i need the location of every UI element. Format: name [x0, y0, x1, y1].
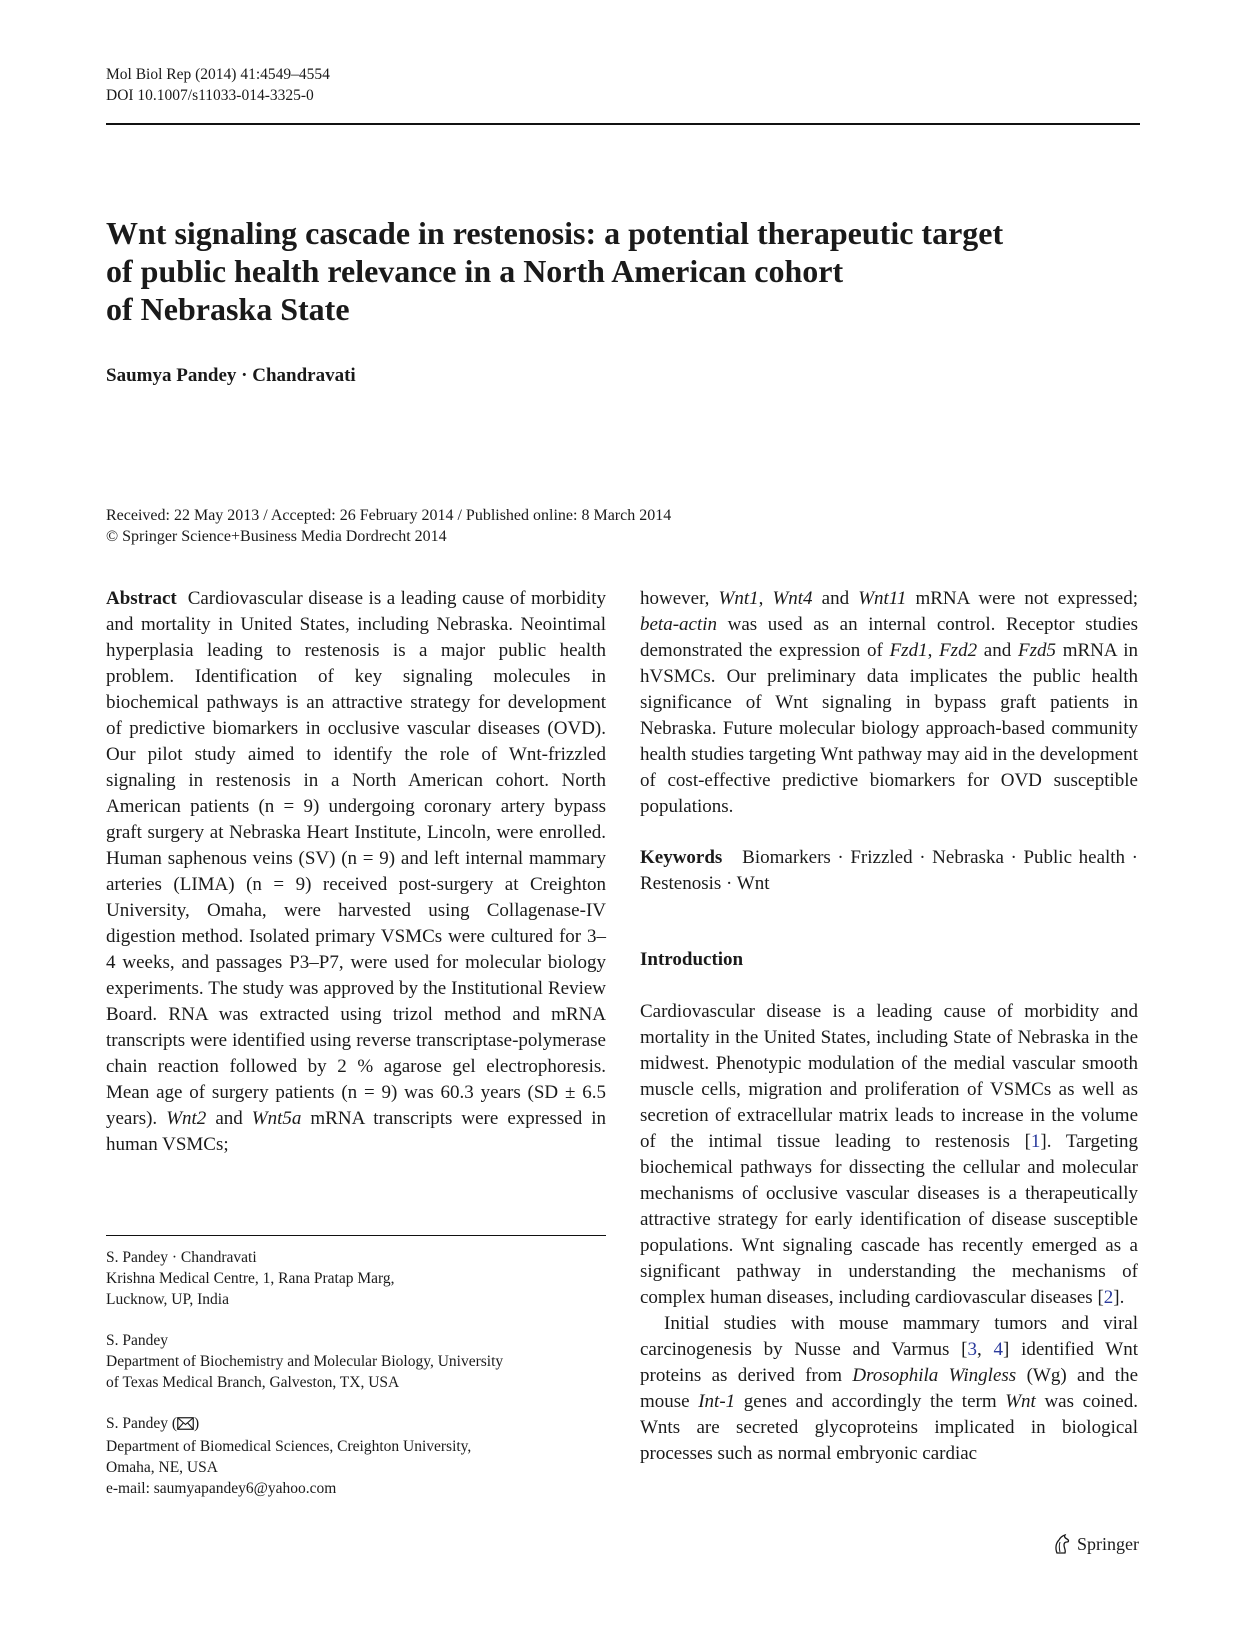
- intro-text: ,: [977, 1339, 994, 1360]
- affiliation-line: Omaha, NE, USA: [106, 1459, 218, 1476]
- abstract-text-2a: mRNA transcripts were expressed in human VSMCs;: [106, 1108, 607, 1155]
- affiliations: [106, 1247, 606, 1519]
- abstract-label: Abstract: [106, 588, 177, 609]
- article-history: [106, 505, 671, 547]
- corresponding-author: [106, 1413, 606, 1436]
- journal-line: Mol Biol Rep (2014) 41:4549–4554: [106, 66, 330, 83]
- gene-wnt5a: Wnt5a: [251, 1108, 302, 1129]
- intro-paragraph-2: [640, 1311, 1138, 1467]
- gene-wnt1: Wnt1: [718, 588, 759, 609]
- envelope-icon: [177, 1415, 194, 1436]
- author-name: S. Pandey (: [106, 1415, 178, 1432]
- gene-wnt2: Wnt2: [166, 1108, 207, 1129]
- abstract-part-1: [106, 586, 606, 1158]
- title-line-3: of Nebraska State: [106, 291, 350, 327]
- affiliation-1: [106, 1247, 606, 1310]
- citation-link-1[interactable]: 1: [1030, 1131, 1041, 1152]
- abstract-text-1: Cardiovascular disease is a leading cause of morbidity and mortality in United States, including Nebraska. Neointimal hyperplasia leading to restenosis is a major public health problem. Identification of key signaling molecules in biochemical pathways is an attractive strategy for development of predictive biomarkers in occlusive vascular diseases (OVD). Our pilot study aimed to identify the role of Wnt-frizzled signaling in restenosis in a North American cohort. North American patients (n = 9) undergoing coronary artery bypass graft surgery at Nebraska Heart Institute, Lincoln, were enrolled. Human saphenous veins (SV) (n = 9) and left internal mammary arteries (LIMA) (n = 9) received post-surgery at Creighton University, Omaha, were harvested using Collagenase-IV digestion method. Isolated primary VSMCs were cultured for 3–4 weeks, and passages P3–P7, were used for molecular biology experiments. The study was approved by the Institutional Review Board. RNA was extracted using trizol method and mRNA transcripts were identified using reverse transcriptase-polymerase chain reaction followed by 2 % agarose gel electrophoresis. Mean age of surgery patients (n = 9) was 60.3 years (SD ± 6.5 years).: [106, 588, 606, 1129]
- history-dates: Received: 22 May 2013 / Accepted: 26 February 2014 / Published online: 8 March 2014: [106, 507, 672, 524]
- citation-link-2[interactable]: 2: [1103, 1287, 1114, 1308]
- abstract-and: and: [821, 588, 850, 609]
- gene-fzd5: Fzd5: [1017, 640, 1056, 661]
- intro-text: ]. Targeting biochemical pathways for dissecting the cellular and molecular mechanisms of occlusive vascular diseases is a therapeutically attractive strategy for early identification of disease susceptible populations. Wnt signaling cascade has recently emerged as a significant pathway in understanding the mechanisms of complex human diseases, including cardiovascular diseases [: [640, 1131, 1139, 1308]
- introduction-heading: Introduction: [640, 949, 744, 970]
- affiliation-line: of Texas Medical Branch, Galveston, TX, USA: [106, 1374, 400, 1391]
- copyright-line: © Springer Science+Business Media Dordrecht 2014: [106, 528, 447, 545]
- intro-text: (Wg) and the mouse: [640, 1365, 1139, 1412]
- intro-text: Cardiovascular disease is a leading cause of morbidity and mortality in the United States, including State of Nebraska in the midwest. Phenotypic modulation of the medial vascular smooth muscle cells, migration and proliferation of VSMCs as well as secretion of extracellular matrix leads to increase in the volume of the intimal tissue leading to restenosis [: [640, 1001, 1138, 1152]
- affiliation-2: [106, 1330, 606, 1393]
- author-list: Saumya Pandey · Chandravati: [106, 365, 356, 386]
- abstract-and: and: [215, 1108, 243, 1129]
- gene-fzd2: Fzd2: [939, 640, 978, 661]
- species-name: Drosophila Wingless: [852, 1365, 1017, 1386]
- affiliation-line: Department of Biochemistry and Molecular Biology, University: [106, 1353, 504, 1370]
- affiliation-line: Lucknow, UP, India: [106, 1291, 229, 1308]
- intro-paragraph-1: [640, 999, 1138, 1311]
- gene-beta-actin: beta-actin: [640, 614, 718, 635]
- email-line[interactable]: e-mail: saumyapandey6@yahoo.com: [106, 1480, 337, 1497]
- doi-line: DOI 10.1007/s11033-014-3325-0: [106, 87, 314, 104]
- right-column: [640, 586, 1138, 1467]
- left-column: [106, 586, 606, 1158]
- citation-link-4[interactable]: 4: [993, 1339, 1003, 1360]
- gene-wnt11: Wnt11: [858, 588, 907, 609]
- gene-int1: Int-1: [698, 1391, 736, 1412]
- abstract-and: and: [983, 640, 1012, 661]
- abstract-text-4: was used as an internal control. Receptor studies demonstrated the expression of: [640, 614, 1138, 661]
- gene-wnt4: Wnt4: [772, 588, 813, 609]
- intro-text: genes and accordingly the term: [743, 1391, 997, 1412]
- affiliation-3: [106, 1413, 606, 1499]
- affiliation-line: S. Pandey · Chandravati: [106, 1249, 257, 1266]
- gene-fzd1: Fzd1: [889, 640, 928, 661]
- keywords: [640, 845, 1138, 897]
- title-line-1: Wnt signaling cascade in restenosis: a potential therapeutic target: [106, 215, 1004, 251]
- footnote-rule: [106, 1235, 606, 1236]
- publisher-logo: [1053, 1533, 1139, 1555]
- affiliation-line: Krishna Medical Centre, 1, Rana Pratap Marg,: [106, 1270, 395, 1287]
- keywords-label: Keywords: [640, 847, 723, 868]
- affiliation-line: Department of Biomedical Sciences, Creighton University,: [106, 1438, 472, 1455]
- intro-text: ].: [1113, 1287, 1125, 1308]
- author-name-close: ): [194, 1415, 200, 1432]
- intro-text: was coined. Wnts are secreted glycoproteins implicated in biological processes such as normal embryonic cardiac: [640, 1391, 1138, 1464]
- header-rule: [106, 123, 1140, 125]
- keywords-text: Biomarkers · Frizzled · Nebraska · Public health · Restenosis · Wnt: [640, 847, 1138, 894]
- springer-horse-icon: [1053, 1533, 1071, 1555]
- intro-text: Initial studies with mouse mammary tumors and viral carcinogenesis by Nusse and Varmus [: [640, 1313, 1138, 1360]
- title-line-2: of public health relevance in a North American cohort: [106, 253, 844, 289]
- abstract-text-3: mRNA were not expressed;: [915, 588, 1138, 609]
- publisher-name: Springer: [1077, 1533, 1139, 1554]
- abstract-text-5: mRNA in hVSMCs. Our preliminary data implicates the public health significance of Wnt signaling in bypass graft patients in Nebraska. Future molecular biology approach-based community health studies targeting Wnt pathway may aid in the development of cost-effective predictive biomarkers for OVD susceptible populations.: [640, 640, 1139, 817]
- intro-text: ] identified Wnt proteins as derived from: [640, 1339, 1139, 1386]
- term-wnt: Wnt: [1005, 1391, 1036, 1412]
- journal-citation: [106, 64, 330, 106]
- article-title: [106, 214, 1106, 328]
- abstract-part-2: however, Wnt1, Wnt4 and Wnt11 mRNA were not expressed; beta-actin was used as an internal control. Receptor studies demonstrated the expression of Fzd1, Fzd2 and Fzd5 mRNA in hVSMCs. Our preliminary data implicates the public health significance of Wnt signaling in bypass graft patients in Nebraska. Future molecular biology approach-based community health studies targeting Wnt pathway may aid in the development of cost-effective predictive biomarkers for OVD susceptible populations.: [640, 588, 1139, 817]
- citation-link-3[interactable]: 3: [967, 1339, 977, 1360]
- affiliation-line: S. Pandey: [106, 1332, 168, 1349]
